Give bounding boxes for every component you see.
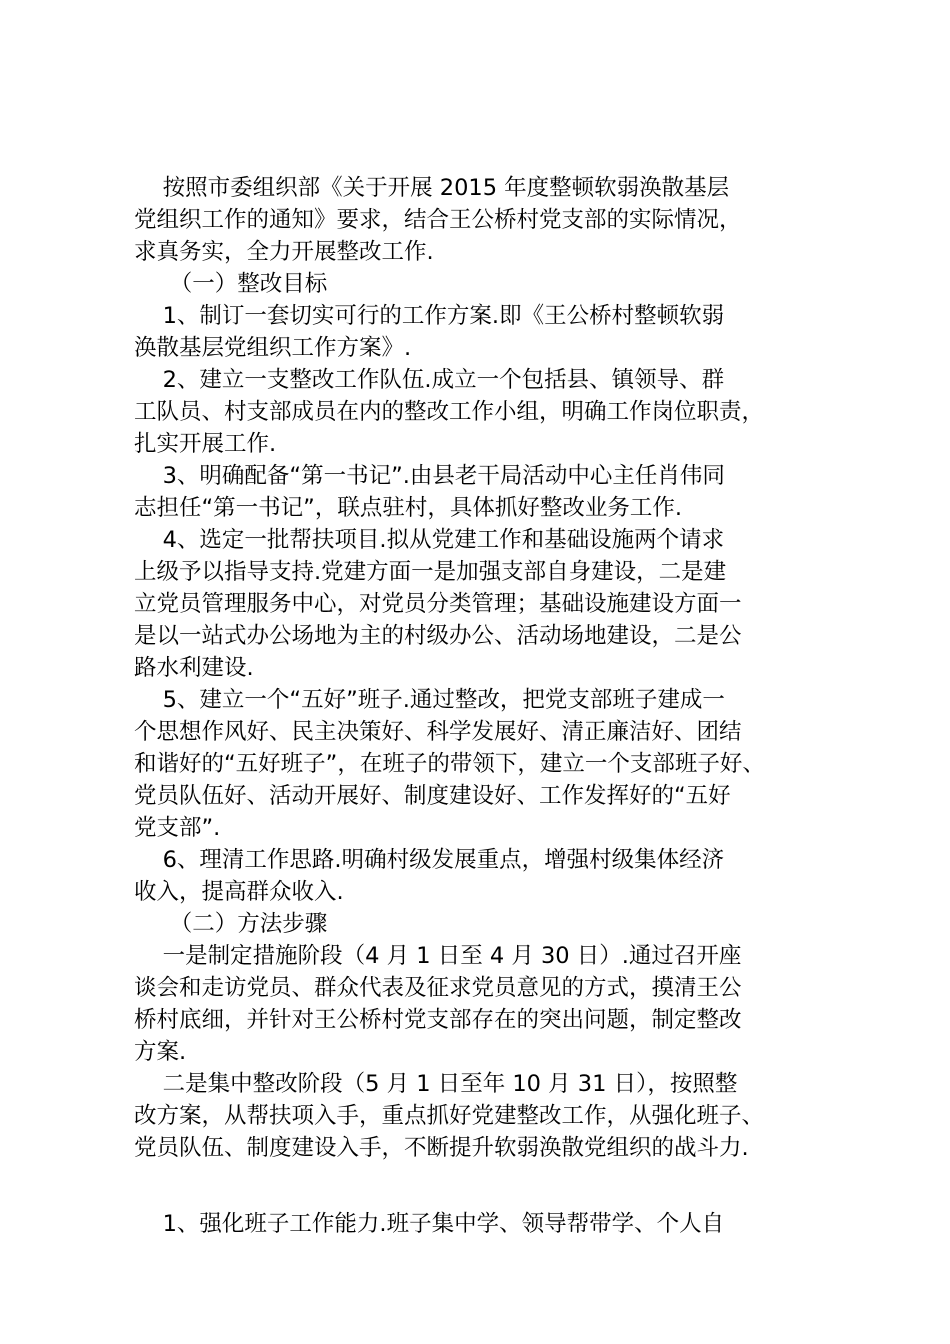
text-line: 上级予以指导支持.党建方面一是加强支部自身建设，二是建 bbox=[134, 559, 727, 585]
text-line: 党员队伍好、活动开展好、制度建设好、工作发挥好的“五好 bbox=[134, 783, 731, 809]
text-line: 党组织工作的通知》要求，结合王公桥村党支部的实际情况， bbox=[134, 207, 742, 233]
text-line: 立党员管理服务中心，对党员分类管理；基础设施建设方面一 bbox=[134, 591, 742, 617]
text-line: 二是集中整改阶段（5 月 1 日至年 10 月 31 日），按照整 bbox=[134, 1071, 738, 1097]
text-line: （一）整改目标 bbox=[134, 271, 328, 297]
text-line: （二）方法步骤 bbox=[134, 911, 328, 937]
text-line: 路水利建设. bbox=[134, 655, 254, 681]
text-line: 扎实开展工作. bbox=[134, 431, 277, 457]
text-line: 按照市委组织部《关于开展 2015 年度整顿软弱涣散基层 bbox=[134, 175, 730, 201]
text-line: 是以一站式办公场地为主的村级办公、活动场地建设，二是公 bbox=[134, 623, 742, 649]
text-line: 涣散基层党组织工作方案》. bbox=[134, 335, 412, 361]
text-line: 志担任“第一书记”，联点驻村，具体抓好整改业务工作. bbox=[134, 495, 682, 521]
text-line: 党支部”. bbox=[134, 815, 221, 841]
text-line: 一是制定措施阶段（4 月 1 日至 4 月 30 日）.通过召开座 bbox=[134, 943, 742, 969]
text-line: 5、建立一个“五好”班子.通过整改，把党支部班子建成一 bbox=[134, 687, 725, 713]
text-line: 方案. bbox=[134, 1039, 187, 1065]
document-body bbox=[134, 172, 844, 1240]
text-line: 6、理清工作思路.明确村级发展重点，增强村级集体经济 bbox=[134, 847, 725, 873]
blank-gap bbox=[134, 1164, 844, 1208]
paragraph-lines bbox=[134, 172, 844, 1164]
text-line: 和谐好的“五好班子”，在班子的带领下，建立一个支部班子好、 bbox=[134, 751, 765, 777]
text-line: 个思想作风好、民主决策好、科学发展好、清正廉洁好、团结 bbox=[134, 719, 742, 745]
text-line-last: 1、强化班子工作能力.班子集中学、领导帮带学、个人自 bbox=[134, 1211, 725, 1237]
text-line: 求真务实，全力开展整改工作. bbox=[134, 239, 434, 265]
text-line: 党员队伍、制度建设入手，不断提升软弱涣散党组织的战斗力. bbox=[134, 1135, 749, 1161]
text-line: 改方案，从帮扶项入手，重点抓好党建整改工作，从强化班子、 bbox=[134, 1103, 765, 1129]
text-line: 3、明确配备“第一书记”.由县老干局活动中心主任肖伟同 bbox=[134, 463, 725, 489]
text-line: 工队员、村支部成员在内的整改工作小组，明确工作岗位职责， bbox=[134, 399, 765, 425]
text-line: 4、选定一批帮扶项目.拟从党建工作和基础设施两个请求 bbox=[134, 527, 725, 553]
text-line: 桥村底细，并针对王公桥村党支部存在的突出问题，制定整改 bbox=[134, 1007, 742, 1033]
text-line: 谈会和走访党员、群众代表及征求党员意见的方式，摸清王公 bbox=[134, 975, 742, 1001]
text-line: 1、制订一套切实可行的工作方案.即《王公桥村整顿软弱 bbox=[134, 303, 725, 329]
text-line: 2、建立一支整改工作队伍.成立一个包括县、镇领导、群 bbox=[134, 367, 725, 393]
text-line: 收入，提高群众收入. bbox=[134, 879, 344, 905]
